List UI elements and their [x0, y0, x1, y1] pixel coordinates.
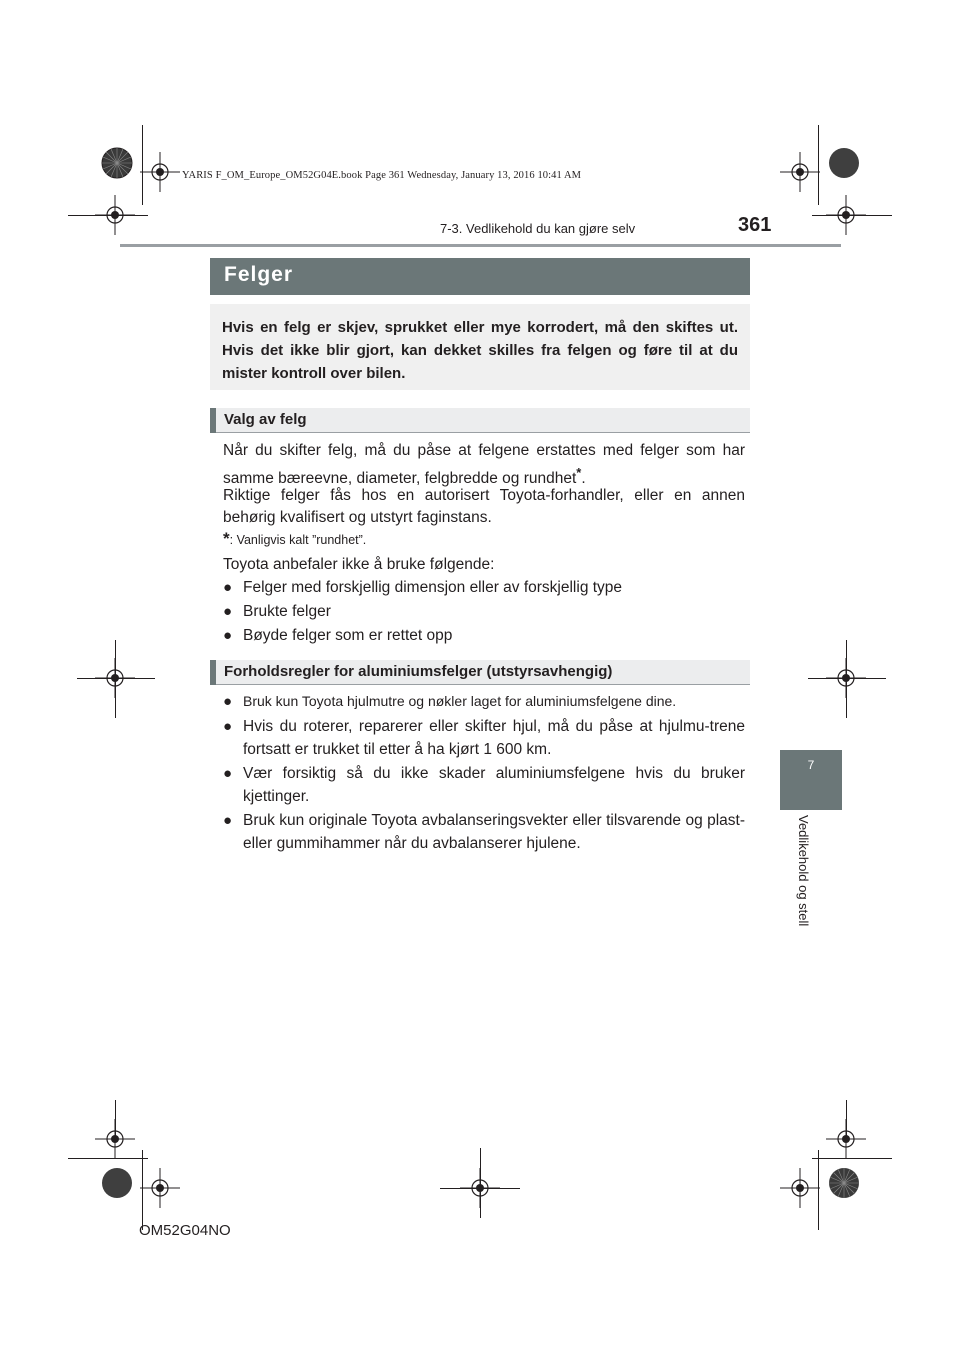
list-item	[223, 600, 745, 623]
crosshair-registration-icon	[95, 195, 135, 235]
crop-mark-line	[115, 1100, 116, 1138]
running-head: 7-3. Vedlikehold du kan gjøre selv	[440, 221, 636, 236]
paragraph-text: Når du skifter felg, må du påse at felgene erstattes med felger som har samme bæreevne, diameter, felgbredde og rundhet	[223, 442, 745, 488]
chapter-side-label: Vedlikehold og stell	[796, 815, 811, 927]
crop-mark-line	[846, 640, 847, 718]
bullet-icon: ●	[223, 603, 233, 620]
list-item	[223, 576, 745, 599]
intro-text: Hvis en felg er skjev, sprukket eller mye korrodert, må den skiftes ut. Hvis det ikke blir gjort, kan dekket skilles fra felgen og føre til at du mister kontroll over bilen.	[222, 319, 738, 382]
section-title-bar	[210, 258, 750, 295]
crop-mark-line	[77, 678, 155, 679]
footnote	[223, 530, 745, 549]
bullet-icon: ●	[223, 765, 233, 782]
crosshair-registration-icon	[140, 152, 180, 192]
paragraph-text: .	[581, 470, 586, 488]
list-item-text: Bruk kun originale Toyota avbalanseringsvekter eller tilsvarende og plast- eller gummihammer når du avbalanserer hjulene.	[243, 812, 745, 852]
header-rule	[120, 244, 841, 247]
list-item	[223, 715, 745, 761]
list-item-text: Felger med forskjellig dimensjon eller av forskjellig type	[243, 579, 623, 596]
crosshair-registration-icon	[140, 1168, 180, 1208]
footnote-marker: *	[223, 529, 230, 548]
bullet-icon: ●	[223, 579, 233, 596]
paragraph-wheel-selection	[223, 440, 745, 490]
intro-box	[210, 304, 750, 390]
solid-registration-dot-icon	[828, 147, 860, 179]
list-item-text: Bøyde felger som er rettet opp	[243, 627, 453, 644]
bullet-icon: ●	[223, 812, 233, 829]
crop-mark-line	[115, 640, 116, 718]
subheading-aluminium-precautions	[210, 660, 750, 685]
list-item	[223, 809, 745, 855]
subheading-valg-av-felg	[210, 408, 750, 433]
crosshair-registration-icon	[780, 152, 820, 192]
page-title: Felger	[224, 263, 294, 286]
sunburst-registration-icon	[828, 1167, 860, 1199]
crop-mark-line	[846, 1100, 847, 1138]
bullet-icon: ●	[223, 627, 233, 644]
subheading-text: Forholdsregler for aluminiumsfelger (utstyrsavhengig)	[224, 663, 613, 680]
document-code: OM52G04NO	[139, 1222, 231, 1239]
subheading-text: Valg av felg	[224, 411, 307, 428]
solid-registration-dot-icon	[101, 1167, 133, 1199]
footnote-marker: *	[576, 465, 582, 480]
chapter-number: 7	[807, 758, 815, 772]
list-item	[223, 690, 745, 713]
footnote-text: : Vanligvis kalt ”rundhet”.	[229, 533, 367, 547]
page-number: 361	[738, 214, 772, 236]
list-item-text: Vær forsiktig så du ikke skader aluminiumsfelgene hvis du bruker kjettinger.	[243, 765, 745, 805]
crop-mark-line	[480, 1148, 481, 1218]
list-item	[223, 624, 745, 647]
paragraph-dealer: Riktige felger fås hos en autorisert Toyota-forhandler, eller en annen behørig kvalifisert og utstyrt faginstans.	[223, 487, 745, 526]
paragraph-recommendation: Toyota anbefaler ikke å bruke følgende:	[223, 556, 495, 573]
chapter-tab	[780, 750, 842, 810]
bullet-icon: ●	[223, 718, 233, 735]
list-item	[223, 762, 745, 808]
bullet-icon: ●	[223, 693, 233, 710]
book-info-line: YARIS F_OM_Europe_OM52G04E.book Page 361 Wednesday, January 13, 2016 10:41 AM	[182, 170, 582, 181]
sunburst-registration-icon	[101, 147, 133, 179]
list-item-text: Bruk kun Toyota hjulmutre og nøkler laget for aluminiumsfelgene dine.	[243, 693, 677, 709]
crop-mark-line	[808, 678, 886, 679]
crosshair-registration-icon	[780, 1168, 820, 1208]
crosshair-registration-icon	[826, 195, 866, 235]
list-item-text: Hvis du roterer, reparerer eller skifter hjul, må du påse at hjulmu-trene fortsatt er trukket til etter å ha kjørt 1 600 km.	[243, 718, 745, 758]
list-item-text: Brukte felger	[243, 603, 331, 620]
